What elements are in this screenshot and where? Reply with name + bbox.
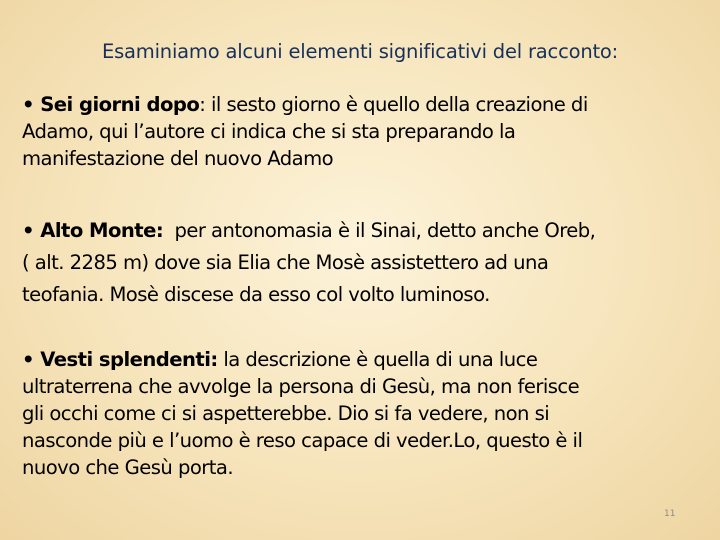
paragraph-line: teofania. Mosè discese da esso col volto luminoso. — [22, 283, 490, 306]
paragraph-line: Adamo, qui l’autore ci indica che si sta preparando la — [22, 120, 516, 143]
paragraph-label: • Alto Monte: — [22, 219, 164, 242]
paragraph-vesti-splendenti — [22, 346, 706, 481]
paragraph-text: la descrizione è quella di una luce — [217, 348, 538, 371]
paragraph-line — [22, 91, 706, 118]
paragraph-line: gli occhi come ci si aspetterebbe. Dio si fa vedere, non si — [22, 402, 550, 425]
paragraph-line — [22, 215, 706, 247]
paragraph-line: manifestazione del nuovo Adamo — [22, 147, 334, 170]
paragraph-label: • Vesti splendenti: — [22, 348, 218, 371]
paragraph-line: nuovo che Gesù porta. — [22, 456, 234, 479]
paragraph-line: ( alt. 2285 m) dove sia Elia che Mosè assistettero ad una — [22, 251, 549, 274]
paragraph-text: : il sesto giorno è quello della creazione di — [199, 93, 588, 116]
slide-number: 11 — [664, 509, 676, 519]
slide-title: Esaminiamo alcuni elementi significativi del racconto: — [101, 40, 619, 63]
paragraph-text: per antonomasia è il Sinai, detto anche Oreb, — [163, 219, 596, 242]
paragraph-line: nasconde più e l’uomo è reso capace di veder.Lo, questo è il — [22, 429, 583, 452]
paragraph-line — [22, 346, 706, 373]
paragraph-label: • Sei giorni dopo — [22, 93, 200, 116]
paragraph-sei-giorni-dopo — [22, 91, 706, 172]
paragraph-alto-monte — [22, 215, 706, 311]
paragraph-line: ultraterrena che avvolge la persona di Gesù, ma non ferisce — [22, 375, 580, 398]
